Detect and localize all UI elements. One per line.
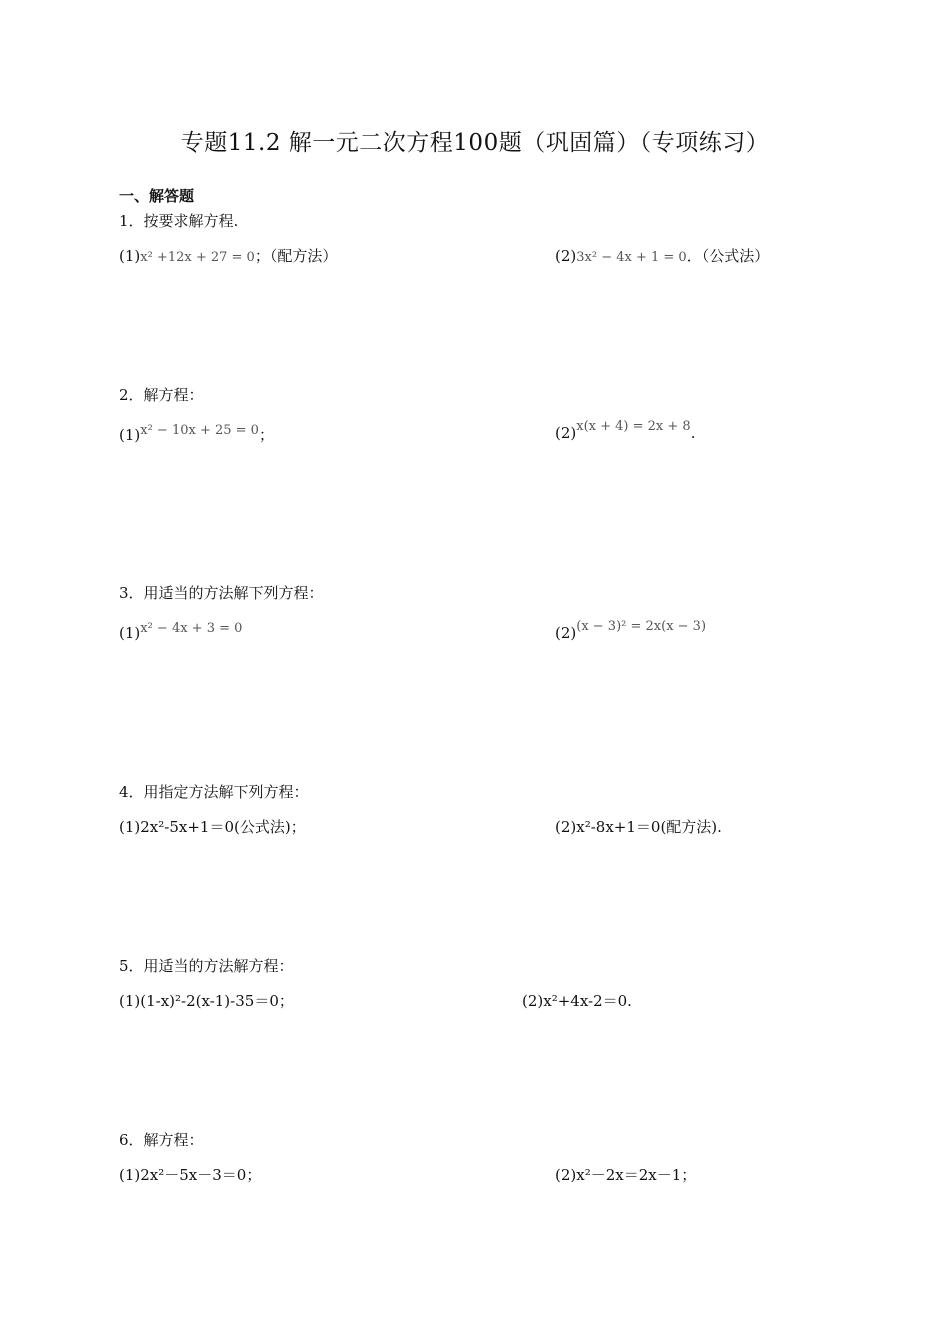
question-2-part-1 [119,424,274,445]
part-label: (1) [119,426,141,444]
part-suffix: ；（配方法） [254,247,338,265]
equation: x² − 4x + 3 = 0 [140,621,243,636]
question-2-part-2 [555,419,696,442]
document-title: 专题11.2 解一元二次方程100题（巩固篇）（专项练习） [180,130,770,156]
question-1-stem: 1．按要求解方程. [119,212,239,230]
question-4-part-2: (2)x²-8x+1＝0(配方法). [555,818,722,836]
question-3-part-2 [555,619,707,642]
part-label: (2) [555,247,577,265]
question-5-stem: 5．用适当的方法解方程： [119,957,294,975]
equation: x² − 10x + 25 = 0 [140,423,259,438]
part-suffix: ； [258,426,274,444]
question-3-part-1 [119,621,243,642]
part-suffix: ．（公式法） [686,247,770,265]
equation: 3x² − 4x + 1 = 0 [576,250,687,265]
part-label: (1) [119,624,141,642]
equation: x² +12x + 27 = 0 [140,250,255,265]
question-5-part-2: (2)x²+4x-2＝0. [522,992,632,1010]
part-suffix: . [690,424,696,442]
question-1-part-1 [119,245,337,266]
part-label: (2) [555,624,577,642]
part-label: (2) [555,424,577,442]
question-4-part-1: (1)2x²-5x+1＝0(公式法)； [119,818,306,836]
question-3-stem: 3．用适当的方法解下列方程： [119,584,324,602]
equation: (x − 3)² = 2x(x − 3) [576,619,707,634]
section-heading: 一、解答题 [119,187,195,205]
question-6-stem: 6．解方程： [119,1131,204,1149]
equation: x(x + 4) = 2x + 8 [576,419,691,434]
question-5-part-1: (1)(1-x)²-2(x-1)-35＝0； [119,992,294,1010]
question-4-stem: 4．用指定方法解下列方程： [119,783,309,801]
question-6-part-1: (1)2x²－5x－3＝0； [119,1166,262,1184]
part-label: (1) [119,247,141,265]
question-2-stem: 2．解方程： [119,386,204,404]
question-6-part-2: (2)x²－2x＝2x－1； [555,1166,697,1184]
question-1-part-2 [555,245,769,266]
